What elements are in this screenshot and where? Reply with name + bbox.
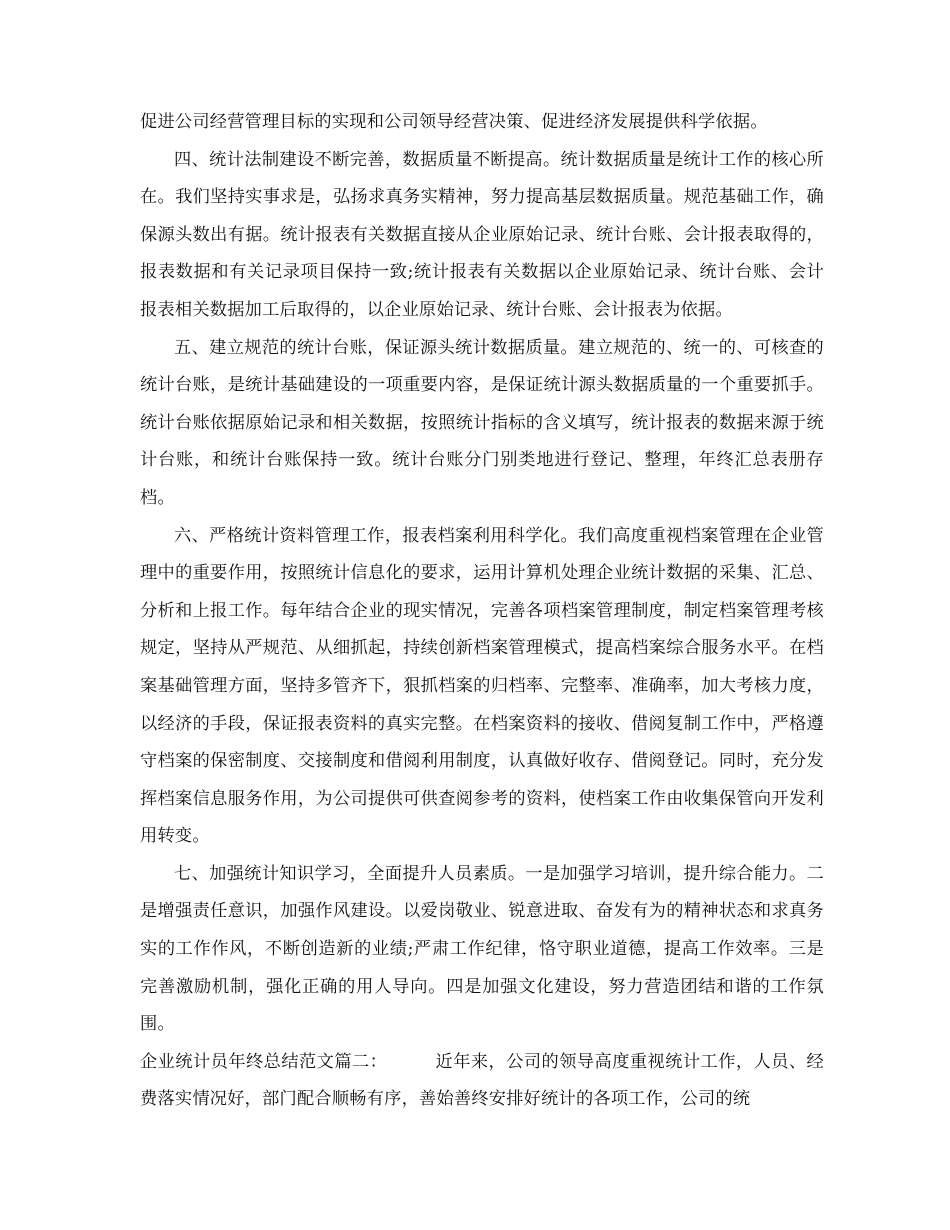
paragraph-section-five: 五、建立规范的统计台账，保证源头统计数据质量。建立规范的、统一的、可核查的统计台账，是统计基础建设的一项重要内容，是保证统计源头数据质量的一个重要抓手。统计台账依据原始记录和相关数据，按照统计指标的含义填写，统计报表的数据来源于统计台账，和统计台账保持一致。统计台账分门别类地进行登记、整理，年终汇总表册存档。 — [140, 337, 824, 508]
paragraph-part-two — [140, 1044, 824, 1119]
paragraph-intro-continuation: 促进公司经营管理目标的实现和公司领导经营决策、促进经济发展提供科学依据。 — [140, 112, 768, 132]
paragraph-section-six: 六、严格统计资料管理工作，报表档案利用科学化。我们高度重视档案管理在企业管理中的重要作用，按照统计信息化的要求，运用计算机处理企业统计数据的采集、汇总、分析和上报工作。每年结合企业的现实情况，完善各项档案管理制度，制定档案管理考核规定，坚持从严规范、从细抓起，持续创新档案管理模式，提高档案综合服务水平。在档案基础管理方面，坚持多管齐下，狠抓档案的归档率、完整率、准确率，加大考核力度，以经济的手段，保证报表资料的真实完整。在档案资料的接收、借阅复制工作中，严格遵守档案的保密制度、交接制度和借阅利用制度，认真做好收存、借阅登记。同时，充分发挥档案信息服务作用，为公司提供可供查阅参考的资料，使档案工作由收集保管向开发利用转变。 — [140, 525, 824, 847]
section-heading: 企业统计员年终总结范文篇二： — [140, 1051, 388, 1072]
section-body-text: 近年来，公司的领导高度重视统计工作，人员、经费落实情况好，部门配合顺畅有序，善始善终安排好统计的各项工作，公司的统 — [140, 1051, 824, 1110]
document-page — [140, 104, 824, 1119]
paragraph-section-four: 四、统计法制建设不断完善，数据质量不断提高。统计数据质量是统计工作的核心所在。我们坚持实事求是，弘扬求真务实精神，努力提高基层数据质量。规范基础工作，确保源头数出有据。统计报表有关数据直接从企业原始记录、统计台账、会计报表取得的，报表数据和有关记录项目保持一致;统计报表有关数据以企业原始记录、统计台账、会计报表相关数据加工后取得的，以企业原始记录、统计台账、会计报表为依据。 — [140, 149, 824, 320]
paragraph-section-seven: 七、加强统计知识学习，全面提升人员素质。一是加强学习培训，提升综合能力。二是增强责任意识，加强作风建设。以爱岗敬业、锐意进取、奋发有为的精神状态和求真务实的工作作风，不断创造新的业绩;严肃工作纪律，恪守职业道德，提高工作效率。三是完善激励机制，强化正确的用人导向。四是加强文化建设，努力营造团结和谐的工作氛围。 — [140, 863, 824, 1035]
